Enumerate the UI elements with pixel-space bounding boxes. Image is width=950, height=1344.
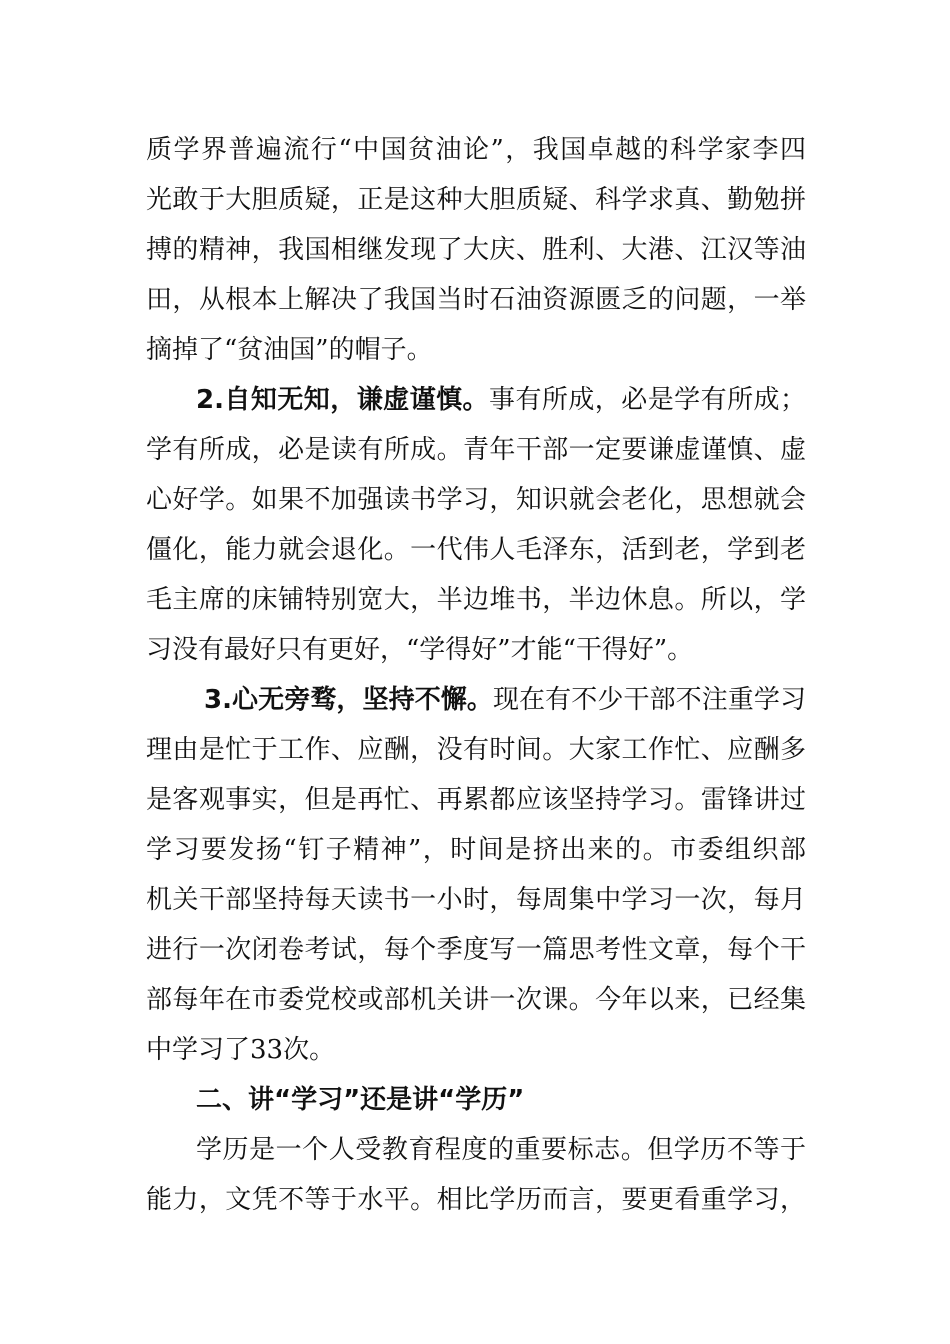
body-line: 机关干部坚持每天读书一小时，每周集中学习一次，每月 [146,885,806,915]
body-line: 僵化，能力就会退化。一代伟人毛泽东，活到老，学到老 [146,535,806,565]
body-line: 是客观事实，但是再忙、再累都应该坚持学习。雷锋讲过 [146,785,806,815]
body-line: 理由是忙于工作、应酬，没有时间。大家工作忙、应酬多 [146,735,806,765]
body-line: 习没有最好只有更好，“学得好”才能“干得好”。 [146,635,694,665]
body-line: 学有所成，必是读有所成。青年干部一定要谦虚谨慎、虚 [146,435,806,465]
body-line: 进行一次闭卷考试，每个季度写一篇思考性文章，每个干 [146,935,806,965]
subheading-line [204,680,806,720]
body-line: 田，从根本上解决了我国当时石油资源匮乏的问题，一举 [146,285,806,315]
subheading-line [196,380,806,420]
subheading-3: 3.心无旁骛，坚持不懈。 [204,685,493,715]
body-text: 事有所成，必是学有所成； [488,385,806,415]
body-line: 部每年在市委党校或部机关讲一次课。今年以来，已经集 [146,985,806,1015]
body-line: 学习要发扬“钉子精神”，时间是挤出来的。市委组织部 [146,835,806,865]
body-line: 心好学。如果不加强读书学习，知识就会老化，思想就会 [146,485,806,515]
body-line: 光敢于大胆质疑，正是这种大胆质疑、科学求真、勤勉拼 [146,185,806,215]
body-line: 摘掉了“贫油国”的帽子。 [146,335,433,365]
body-text: 现在有不少干部不注重学习 [492,685,806,715]
subheading-2: 2.自知无知，谦虚谨慎。 [196,385,489,415]
body-line: 搏的精神，我国相继发现了大庆、胜利、大港、江汉等油 [146,235,806,265]
body-line: 中学习了33次。 [146,1035,336,1065]
body-line: 质学界普遍流行“中国贫油论”，我国卓越的科学家李四 [146,135,806,165]
body-line: 能力，文凭不等于水平。相比学历而言，要更看重学习， [146,1185,806,1215]
section-title: 二、讲“学习”还是讲“学历” [196,1085,525,1115]
body-line: 学历是一个人受教育程度的重要标志。但学历不等于 [196,1135,806,1165]
body-line: 毛主席的床铺特别宽大，半边堆书，半边休息。所以，学 [146,585,806,615]
